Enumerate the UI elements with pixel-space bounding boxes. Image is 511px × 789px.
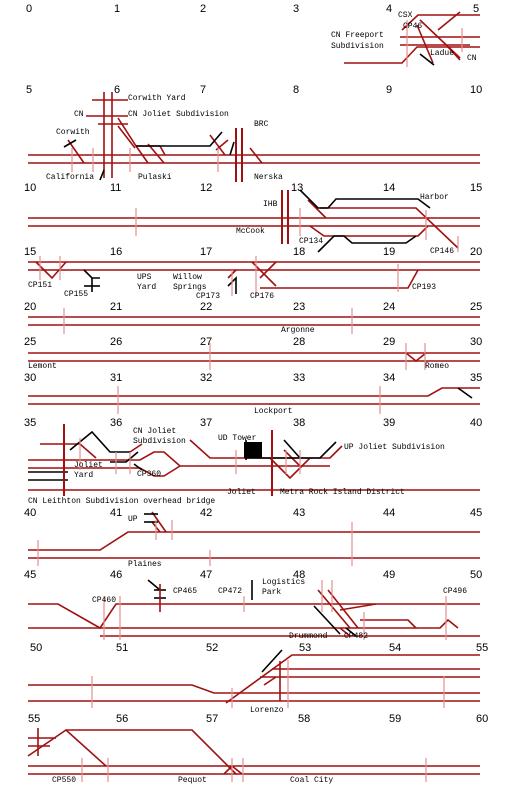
place-label: IHB xyxy=(263,200,278,209)
branch-track xyxy=(40,444,96,458)
branch-track xyxy=(260,270,418,288)
place-label: CP465 xyxy=(173,587,198,596)
milepost-label: 13 xyxy=(291,182,304,194)
milepost-label: 22 xyxy=(200,301,213,313)
row-7 xyxy=(24,417,482,506)
tower-building xyxy=(244,442,262,458)
row-2 xyxy=(24,182,482,256)
milepost-label: 5 xyxy=(26,84,33,96)
row-3 xyxy=(24,246,482,301)
place-label: CN Joliet Subdivision xyxy=(128,110,229,119)
branch-track xyxy=(226,655,480,703)
row-11 xyxy=(28,713,488,785)
milepost-label: 50 xyxy=(30,642,43,654)
milepost-label: 2 xyxy=(200,3,207,15)
milepost-label: 35 xyxy=(470,372,483,384)
place-label: Corwith xyxy=(56,128,90,137)
main-track xyxy=(100,620,458,628)
place-label: CP46 xyxy=(403,22,423,31)
place-label: CP134 xyxy=(299,237,324,246)
crossover-track xyxy=(406,353,426,361)
milepost-label: 18 xyxy=(293,246,306,258)
milepost-label: 10 xyxy=(470,84,483,96)
milepost-label: 47 xyxy=(200,569,213,581)
place-label: CP155 xyxy=(64,290,89,299)
place-label: Ladue xyxy=(430,49,455,58)
place-label: CP496 xyxy=(443,587,468,596)
place-label: CN xyxy=(467,54,477,63)
main-track xyxy=(28,452,206,466)
place-label: CN Freeport xyxy=(331,31,384,40)
milepost-label: 46 xyxy=(110,569,123,581)
milepost-label: 48 xyxy=(293,569,306,581)
place-label: CP460 xyxy=(92,596,117,605)
row-10 xyxy=(28,642,488,715)
milepost-label: 15 xyxy=(24,246,37,258)
milepost-label: 33 xyxy=(293,372,306,384)
place-label: Nerska xyxy=(254,173,283,182)
row-4 xyxy=(24,301,482,335)
place-label: CP193 xyxy=(412,283,437,292)
place-label: UPS xyxy=(137,273,152,282)
crossover-track xyxy=(270,458,310,478)
place-label: CP550 xyxy=(52,776,77,785)
milepost-label: 45 xyxy=(470,507,483,519)
place-label: Willow xyxy=(173,273,202,282)
milepost-label: 52 xyxy=(206,642,219,654)
milepost-label: 37 xyxy=(200,417,213,429)
place-label: California xyxy=(46,173,95,182)
milepost-label: 51 xyxy=(116,642,129,654)
foreign-track xyxy=(318,236,416,252)
place-label: McCook xyxy=(236,227,265,236)
foreign-track xyxy=(300,190,430,208)
foreign-track xyxy=(314,606,340,634)
milepost-label: 43 xyxy=(293,507,306,519)
place-label: Drummond xyxy=(289,632,328,641)
place-label: Yard xyxy=(74,471,94,480)
milepost-label: 6 xyxy=(114,84,121,96)
row-1 xyxy=(26,84,482,182)
milepost-label: 0 xyxy=(26,3,33,15)
place-label: Metra Rock Island District xyxy=(280,488,405,497)
place-label: Joliet xyxy=(227,488,256,497)
milepost-label: 53 xyxy=(299,642,312,654)
milepost-label: 26 xyxy=(110,336,123,348)
milepost-label: 16 xyxy=(110,246,123,258)
milepost-label: 57 xyxy=(206,713,219,725)
row-8 xyxy=(24,507,482,569)
place-label: CP360 xyxy=(137,470,162,479)
foreign-track xyxy=(84,270,100,278)
milepost-label: 17 xyxy=(200,246,213,258)
branch-track xyxy=(310,226,428,236)
main-track xyxy=(320,208,458,248)
milepost-label: 7 xyxy=(200,84,207,96)
foreign-track xyxy=(230,142,234,155)
crossover-track xyxy=(148,144,164,163)
milepost-label: 9 xyxy=(386,84,393,96)
milepost-label: 40 xyxy=(470,417,483,429)
crossover-track xyxy=(264,677,276,685)
place-label: Springs xyxy=(173,283,207,292)
milepost-label: 38 xyxy=(293,417,306,429)
main-track xyxy=(28,388,480,396)
milepost-label: 11 xyxy=(110,182,122,194)
place-label: Yard xyxy=(137,283,157,292)
crossover-track xyxy=(340,604,376,610)
milepost-label: 5 xyxy=(473,3,480,15)
main-track xyxy=(28,685,480,693)
main-track xyxy=(28,532,480,550)
milepost-label: 25 xyxy=(24,336,37,348)
milepost-label: 21 xyxy=(110,301,123,313)
branch-track xyxy=(360,620,416,628)
place-label: Romeo xyxy=(425,362,450,371)
milepost-label: 58 xyxy=(298,713,311,725)
milepost-label: 45 xyxy=(24,569,37,581)
milepost-label: 60 xyxy=(476,713,489,725)
milepost-label: 30 xyxy=(24,372,37,384)
foreign-track xyxy=(70,432,130,452)
milepost-label: 1 xyxy=(114,3,121,15)
place-label: Lemont xyxy=(28,362,57,371)
milepost-label: 15 xyxy=(470,182,483,194)
place-label: UD Tower xyxy=(218,434,257,443)
milepost-label: 10 xyxy=(24,182,37,194)
foreign-track xyxy=(148,580,160,590)
place-label: Subdivision xyxy=(331,42,384,51)
place-label: Joliet xyxy=(74,461,103,470)
row-5 xyxy=(24,336,482,371)
place-label: CP482 xyxy=(344,632,369,641)
milepost-label: 59 xyxy=(389,713,402,725)
place-label: Corwith Yard xyxy=(128,94,186,103)
place-label: UP xyxy=(128,515,138,524)
row-6 xyxy=(24,372,482,416)
place-label: Pulaski xyxy=(138,173,172,182)
milepost-label: 4 xyxy=(386,3,393,15)
place-label: Argonne xyxy=(281,326,315,335)
milepost-label: 50 xyxy=(470,569,483,581)
place-label: BRC xyxy=(254,120,269,129)
branch-track xyxy=(28,730,106,766)
branch-track xyxy=(118,126,135,148)
place-label: Coal City xyxy=(290,776,334,785)
milepost-label: 3 xyxy=(293,3,300,15)
place-label: Pequot xyxy=(178,776,207,785)
milepost-label: 41 xyxy=(110,507,123,519)
foreign-track xyxy=(458,388,472,398)
place-label: CP472 xyxy=(218,587,243,596)
place-label: CP146 xyxy=(430,247,455,256)
place-label: Subdivision xyxy=(133,437,186,446)
milepost-label: 55 xyxy=(28,713,41,725)
branch-track xyxy=(190,440,342,458)
milepost-label: 25 xyxy=(470,301,483,313)
place-label: Logistics xyxy=(262,578,306,587)
milepost-label: 8 xyxy=(293,84,300,96)
row-9 xyxy=(24,569,482,641)
milepost-label: 20 xyxy=(470,246,483,258)
milepost-label: 31 xyxy=(110,372,123,384)
milepost-label: 30 xyxy=(470,336,483,348)
place-label: Park xyxy=(262,588,282,597)
crossover-track xyxy=(308,200,326,218)
milepost-label: 44 xyxy=(383,507,396,519)
row-0 xyxy=(26,3,480,67)
place-label: CP151 xyxy=(28,281,53,290)
milepost-label: 36 xyxy=(110,417,123,429)
milepost-label: 32 xyxy=(200,372,213,384)
milepost-label: 24 xyxy=(383,301,396,313)
place-label: CP173 xyxy=(196,292,221,301)
place-label: CN Joliet xyxy=(133,427,177,436)
milepost-label: 42 xyxy=(200,507,213,519)
place-label: CP176 xyxy=(250,292,275,301)
milepost-label: 54 xyxy=(389,642,402,654)
milepost-label: 20 xyxy=(24,301,37,313)
place-label: Plaines xyxy=(128,560,162,569)
milepost-label: 39 xyxy=(383,417,396,429)
milepost-label: 27 xyxy=(200,336,213,348)
milepost-label: 56 xyxy=(116,713,129,725)
place-label: CN xyxy=(74,110,84,119)
milepost-label: 55 xyxy=(476,642,489,654)
place-label: UP Joliet Subdivision xyxy=(344,443,445,452)
place-label: CN Leithton Subdivision overhead bridge xyxy=(28,497,216,506)
place-label: CSX xyxy=(398,11,413,20)
milepost-label: 28 xyxy=(293,336,306,348)
milepost-label: 34 xyxy=(383,372,396,384)
milepost-label: 23 xyxy=(293,301,306,313)
place-label: Lockport xyxy=(254,407,293,416)
milepost-label: 40 xyxy=(24,507,37,519)
place-label: Harbor xyxy=(420,193,449,202)
foreign-track xyxy=(64,140,76,147)
milepost-label: 14 xyxy=(383,182,396,194)
milepost-label: 49 xyxy=(383,569,396,581)
milepost-label: 19 xyxy=(383,246,396,258)
place-label: Lorenzo xyxy=(250,706,284,715)
milepost-label: 29 xyxy=(383,336,396,348)
milepost-label: 12 xyxy=(200,182,213,194)
milepost-label: 35 xyxy=(24,417,37,429)
